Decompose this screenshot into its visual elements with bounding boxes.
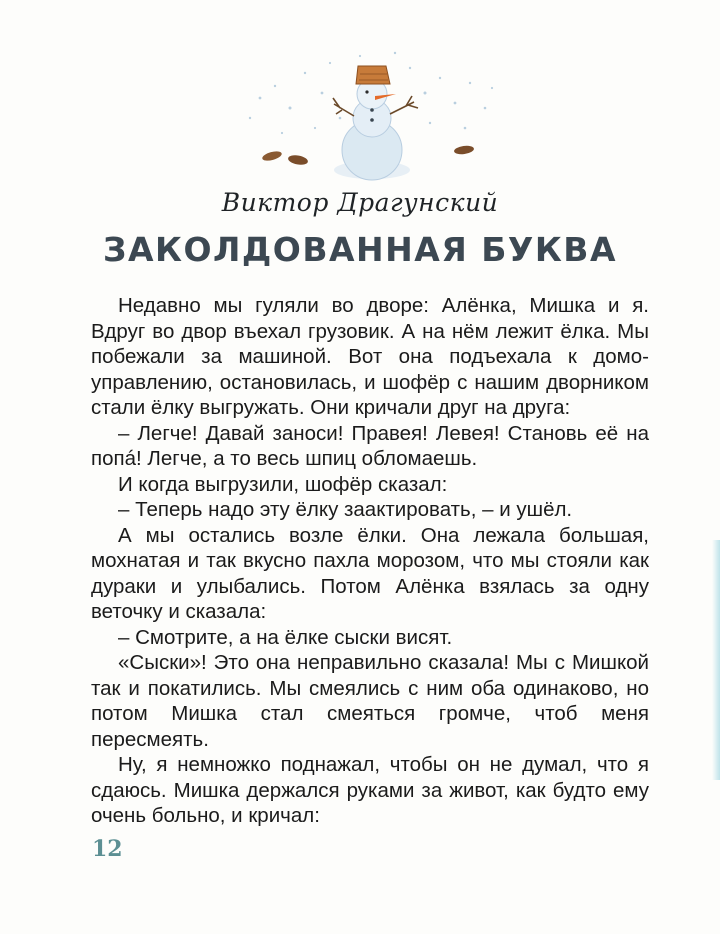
snowman-illustration [230,38,510,183]
story-text [91,293,649,829]
page-edge-tint [712,540,720,780]
button [370,118,374,122]
pine-cone [454,145,475,156]
page-number: 12 [92,836,123,862]
paragraph: – Смотрите, а на ёлке сыски висят. [118,625,453,649]
paragraph: «Сыски»! Это она неправильно сказала! Мы с Мишкой так и покатились. Мы смеялись с ним оба одинаково, но потом Мишка стал смеяться громче, чтоб меня пересмеять. [91,651,649,751]
pine-cone [261,150,282,163]
author-name: Виктор Драгунский [221,188,499,217]
bucket-hat [356,66,390,84]
paragraph: – Теперь надо эту ёлку заактировать, – и ушёл. [118,498,573,521]
pine-cone [287,154,308,166]
left-arm-twig [333,98,354,116]
eye [365,90,368,93]
paragraph: – Легче! Давай заноси! Правея! Левея! Становь её на попá! Легче, а то весь шпиц обломаешь. [91,421,649,470]
paragraph: И когда выгрузили, шофёр сказал: [118,472,448,496]
story-title: ЗАКОЛДОВАННАЯ БУКВА [103,230,617,269]
button [370,108,374,112]
paragraph: А мы остались возле ёлки. Она лежала большая, мохнатая и так вкусно пахла морозом, что мы стояли как дураки и улыбались. Потом Алёнка взялась за одну веточку и сказала: [91,523,649,623]
right-arm-twig [390,96,418,114]
paragraph: Ну, я немножко поднажал, чтобы он не думал, что я сдаюсь. Мишка держался руками за живот, как будто ему очень больно, и кричал: [91,753,649,827]
paragraph: Недавно мы гуляли во дворе: Алёнка, Мишка и я. Вдруг во двор въехал грузовик. А на нём лежит ёлка. Мы побежали за машиной. Вот она подъехала к домоуправлению, остановилась, и шофёр с нашим дворником стали ёлку выгружать. Они кричали друг на друга: [91,294,649,419]
